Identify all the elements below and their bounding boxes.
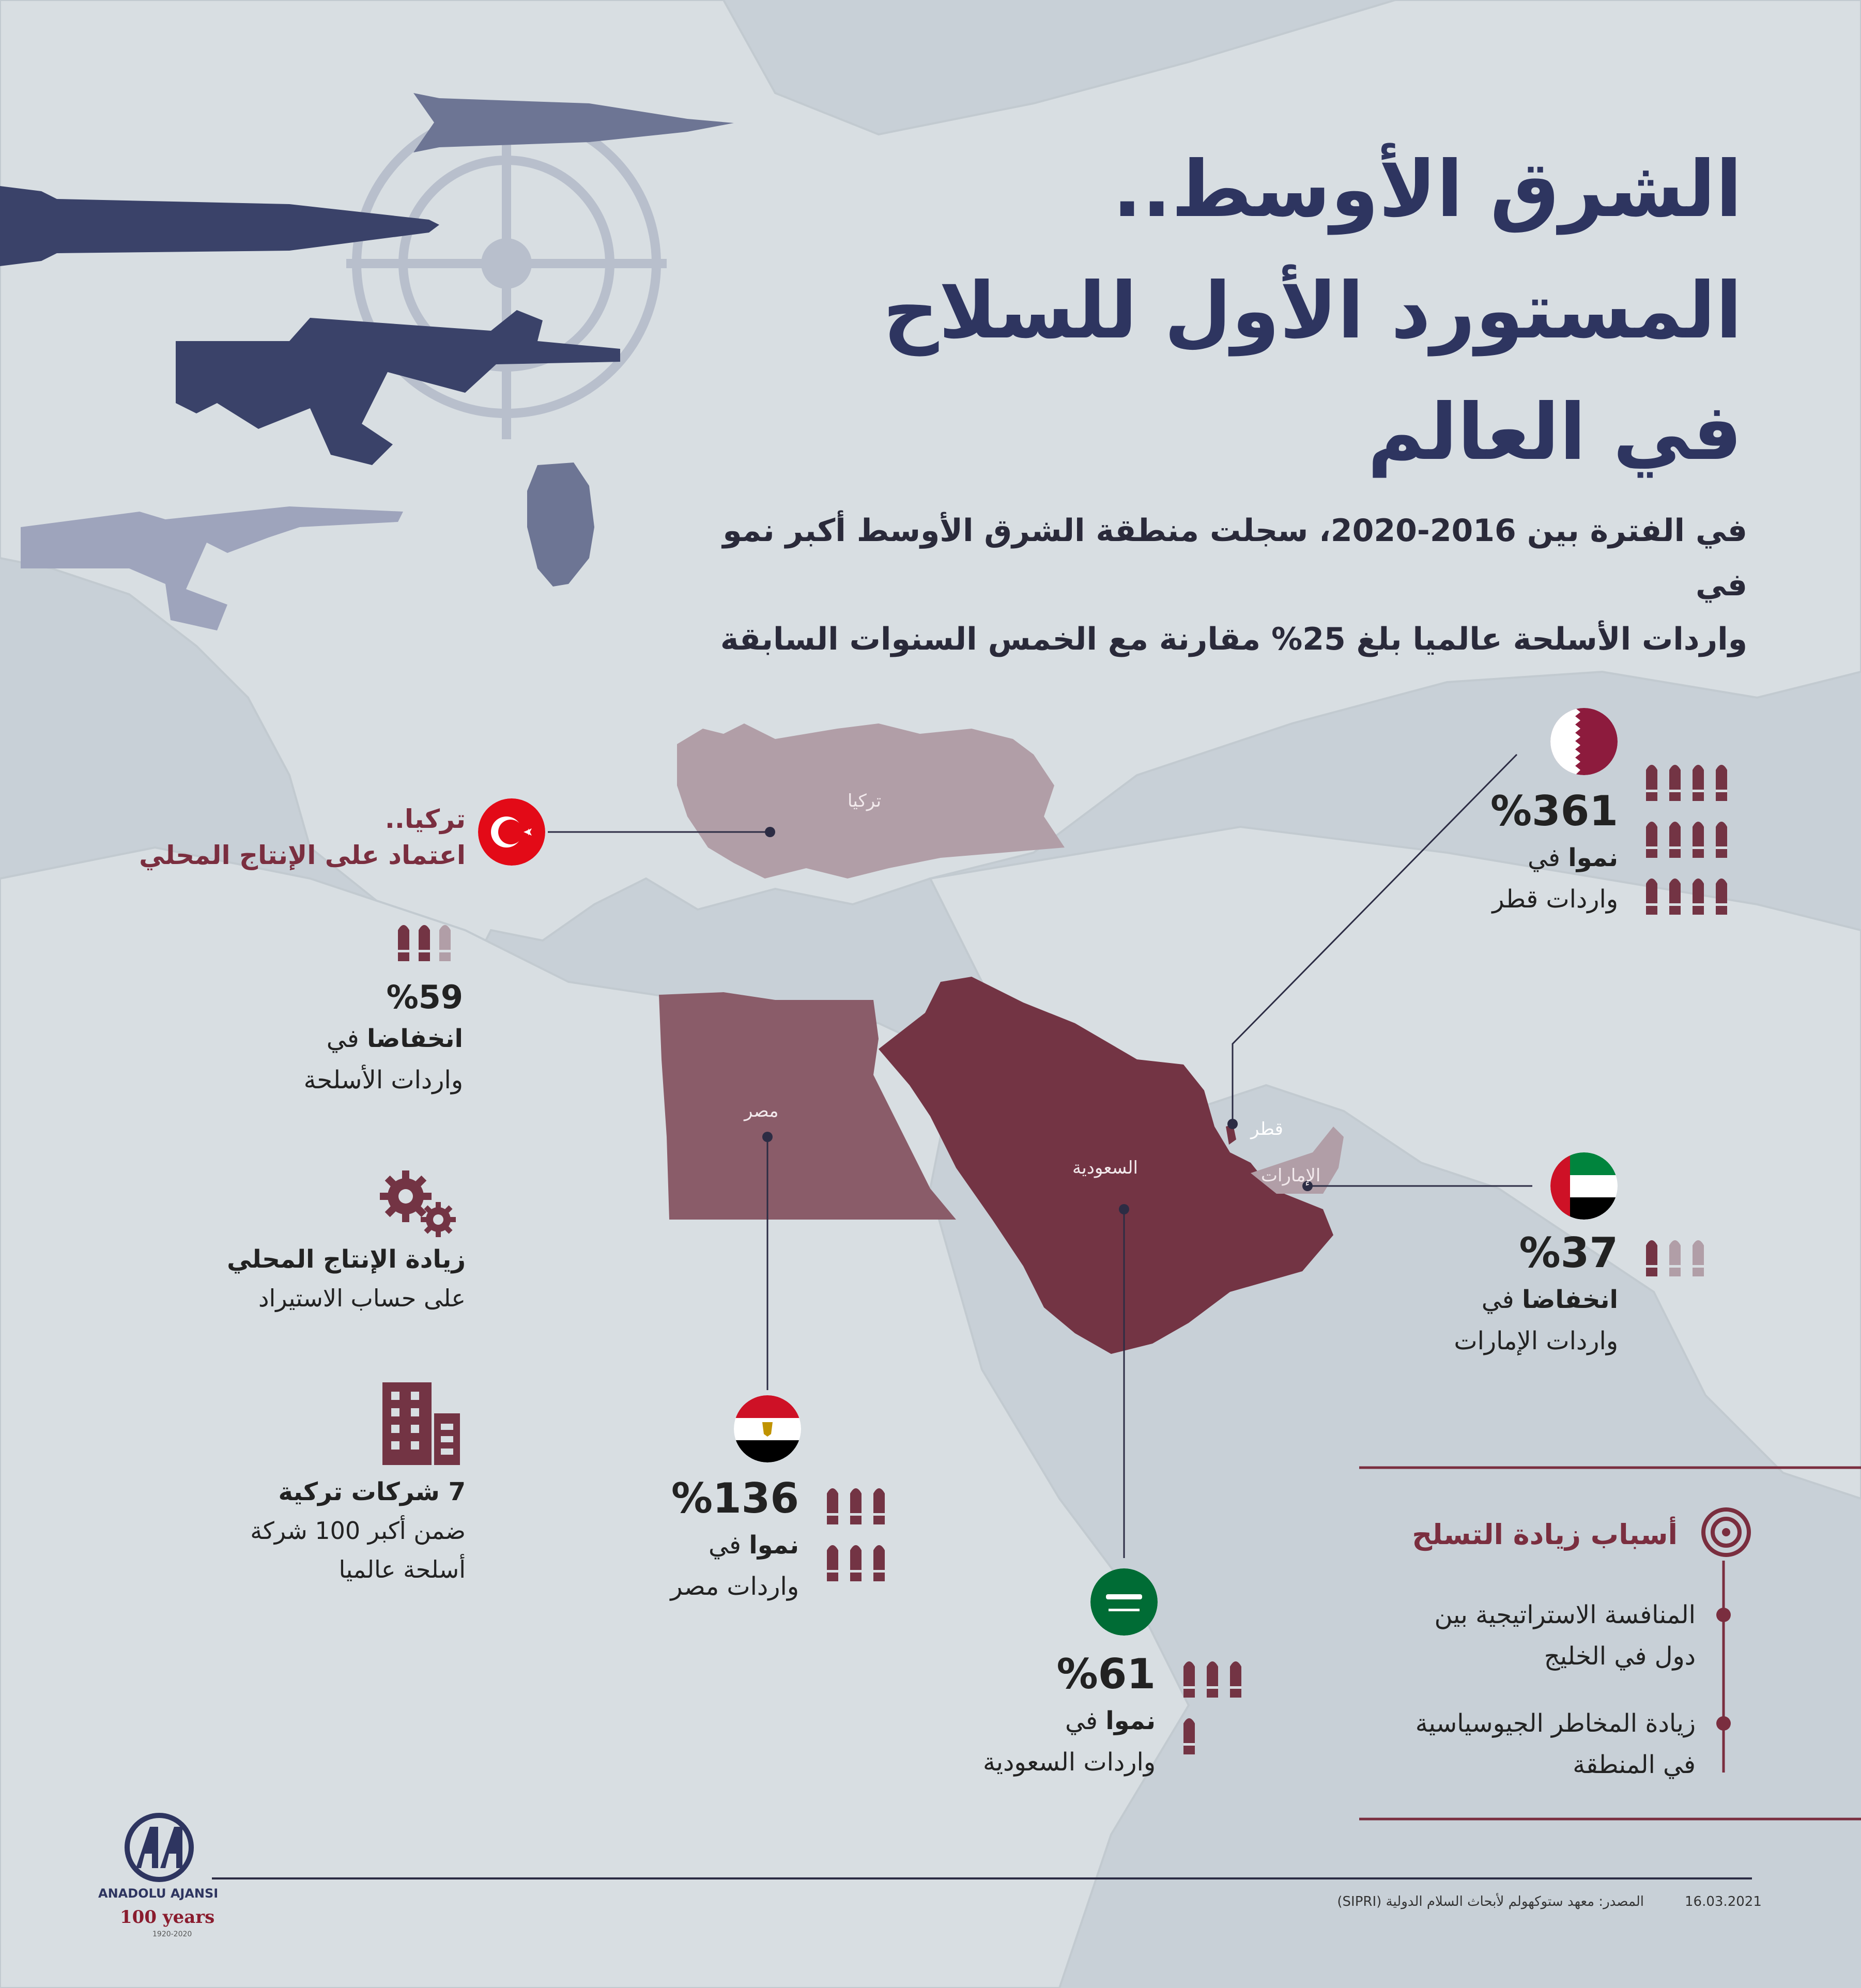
turkey-heading-2: اعتماد على الإنتاج المحلي xyxy=(139,840,466,870)
bullet-icon xyxy=(827,1545,838,1581)
footer-date: 16.03.2021 xyxy=(1685,1894,1762,1909)
saudi-imports: واردات السعودية xyxy=(982,1748,1156,1777)
production-line2: على حساب الاستيراد xyxy=(258,1284,466,1312)
saudi-bullet-group xyxy=(1181,1654,1256,1773)
bullet-icon xyxy=(1183,1718,1195,1754)
qatar-imports: واردات قطر xyxy=(1492,885,1618,914)
saudi-in: في xyxy=(1065,1706,1106,1735)
page-title xyxy=(605,129,1742,494)
bullet-band xyxy=(439,950,451,952)
bullet-band xyxy=(1693,846,1704,849)
bullet-band xyxy=(1669,903,1681,906)
egypt-stat xyxy=(541,1473,799,1607)
bullet-band xyxy=(850,1513,862,1516)
reason-1-line2: دول في الخليج xyxy=(1544,1642,1696,1671)
turkey-flag-icon xyxy=(478,798,545,866)
qatar-percent: %361 xyxy=(1490,787,1618,835)
title-line-1: الشرق الأوسط.. xyxy=(1112,145,1742,235)
bullet-band xyxy=(873,1570,885,1573)
map-label-uae: الإمارات xyxy=(1261,1165,1321,1186)
map-label-egypt: مصر xyxy=(744,1101,779,1121)
bullet-band xyxy=(1716,790,1727,792)
gears-icon xyxy=(377,1168,460,1240)
bullet-band xyxy=(1693,790,1704,792)
title-line-3: في العالم xyxy=(1367,388,1742,477)
uae-direction: انخفاضا xyxy=(1521,1285,1618,1314)
saudi-direction: نموا xyxy=(1105,1706,1156,1735)
bullet-icon xyxy=(1207,1661,1218,1698)
turkey-direction: انخفاضا xyxy=(366,1024,463,1053)
qatar-flag-icon xyxy=(1550,708,1618,775)
reason-2-line1: زيادة المخاطر الجيوسياسية xyxy=(1415,1709,1696,1738)
bullet-band xyxy=(1646,790,1657,792)
egypt-imports: واردات مصر xyxy=(670,1572,799,1601)
qatar-bullet-group xyxy=(1643,757,1742,933)
turkey-heading xyxy=(104,801,466,873)
companies-note xyxy=(52,1473,466,1589)
turkey-stat xyxy=(205,977,463,1101)
egypt-percent: %136 xyxy=(671,1474,799,1522)
bullet-icon xyxy=(1646,879,1657,915)
footer-divider xyxy=(0,1876,1861,1881)
intro-text xyxy=(662,504,1747,667)
reason-2-line2: في المنطقة xyxy=(1573,1750,1696,1779)
egypt-dot xyxy=(762,1132,773,1142)
turkey-percent: %59 xyxy=(386,978,463,1016)
saudi-flag-icon xyxy=(1090,1568,1158,1636)
title-line-2: المستورد الأول للسلاح xyxy=(883,266,1742,356)
egypt-direction: نموا xyxy=(749,1531,799,1560)
qatar-direction: نموا xyxy=(1568,843,1618,872)
reasons-heading: أسباب زيادة التسلح xyxy=(1412,1518,1678,1551)
saudi-percent: %61 xyxy=(1056,1650,1156,1698)
bullet-icon xyxy=(1646,765,1657,801)
bullet-icon xyxy=(1716,765,1727,801)
bullet-band xyxy=(1716,903,1727,906)
bullet-icon xyxy=(1646,822,1657,858)
uae-imports: واردات الإمارات xyxy=(1454,1327,1618,1355)
bullet-icon xyxy=(1669,879,1681,915)
bullet-icon xyxy=(873,1488,885,1524)
uae-stat xyxy=(1360,1227,1618,1362)
production-bold: زيادة الإنتاج المحلي xyxy=(227,1245,466,1274)
reason-item-1 xyxy=(1282,1594,1696,1677)
egypt-flag-icon xyxy=(734,1395,801,1462)
intro-line-2: واردات الأسلحة عالميا بلغ 25% مقارنة مع الخمس السنوات السابقة xyxy=(720,621,1747,657)
companies-line3: أسلحة عالميا xyxy=(339,1555,466,1583)
intro-line-1: في الفترة بين 2016-2020، سجلت منطقة الشرق الأوسط أكبر نمو في xyxy=(722,513,1747,603)
turkey-in: في xyxy=(326,1024,367,1053)
bullet-band xyxy=(1183,1686,1195,1689)
bullet-icon xyxy=(1716,879,1727,915)
bullet-icon xyxy=(1716,822,1727,858)
bullet-icon xyxy=(873,1545,885,1581)
qatar-in: في xyxy=(1528,843,1568,872)
bullet-icon xyxy=(850,1488,862,1524)
egypt-in: في xyxy=(709,1531,749,1560)
companies-bold: 7 شركات تركية xyxy=(278,1477,466,1506)
bullet-band xyxy=(850,1570,862,1573)
bullet-icon xyxy=(419,925,430,961)
logo-range: 1920-2020 xyxy=(152,1930,192,1938)
bullet-band xyxy=(1669,846,1681,849)
bullet-icon xyxy=(1693,822,1704,858)
bullet-icon xyxy=(827,1488,838,1524)
bullet-band xyxy=(1693,1265,1704,1268)
bullet-icon xyxy=(1693,879,1704,915)
bullet-icon xyxy=(1183,1661,1195,1698)
saudi-stat xyxy=(897,1648,1156,1783)
bullet-band xyxy=(827,1570,838,1573)
uae-in: في xyxy=(1481,1285,1522,1314)
turkey-imports: واردات الأسلحة xyxy=(303,1066,463,1095)
egypt-bullet-group xyxy=(824,1481,899,1599)
bullet-band xyxy=(1669,790,1681,792)
bullet-band xyxy=(1230,1686,1241,1689)
reason-1-line1: المنافسة الاستراتيجية بين xyxy=(1434,1600,1696,1629)
turkey-heading-1: تركيا.. xyxy=(384,804,466,834)
turkey-bullet-group xyxy=(395,917,463,979)
bullet-icon xyxy=(1669,765,1681,801)
bullet-band xyxy=(1693,903,1704,906)
bullet-icon xyxy=(1669,822,1681,858)
map-label-turkey: تركيا xyxy=(848,791,882,811)
reason-item-2 xyxy=(1282,1703,1696,1785)
bullet-band xyxy=(1646,1265,1657,1268)
qatar-stat xyxy=(1360,785,1618,920)
qatar-dot xyxy=(1227,1119,1238,1129)
bullet-icon xyxy=(1669,1240,1681,1276)
production-note xyxy=(52,1240,466,1318)
bullet-icon xyxy=(1230,1661,1241,1698)
bullet-band xyxy=(1646,846,1657,849)
logo-name: ANADOLU AJANSI xyxy=(98,1886,219,1901)
bullet-band xyxy=(873,1513,885,1516)
uae-bullet-group xyxy=(1643,1232,1718,1294)
bullet-band xyxy=(1646,903,1657,906)
bullet-icon xyxy=(439,925,451,961)
uae-flag-icon xyxy=(1550,1152,1618,1220)
uae-percent: %37 xyxy=(1519,1229,1618,1277)
bullet-band xyxy=(1207,1686,1218,1689)
bullet-band xyxy=(1669,1265,1681,1268)
map-label-qatar: قطر xyxy=(1251,1119,1283,1139)
bullet-band xyxy=(398,950,409,952)
bullet-icon xyxy=(1693,1240,1704,1276)
anadolu-logo-icon xyxy=(118,1811,201,1884)
turkey-dot xyxy=(765,827,775,837)
bullet-icon xyxy=(850,1545,862,1581)
bullet-band xyxy=(419,950,430,952)
bullet-band xyxy=(1716,846,1727,849)
bullet-band xyxy=(1183,1743,1195,1746)
target-icon xyxy=(1698,1504,1755,1561)
bullet-icon xyxy=(1693,765,1704,801)
map-label-saudi: السعودية xyxy=(1072,1158,1138,1178)
bullet-icon xyxy=(1646,1240,1657,1276)
companies-line2: ضمن أكبر 100 شركة xyxy=(250,1517,466,1545)
logo-years: 100 years xyxy=(120,1907,215,1928)
bullet-band xyxy=(827,1513,838,1516)
footer-source: المصدر: معهد ستوكهولم لأبحاث السلام الدولية (SIPRI) xyxy=(1337,1894,1644,1909)
saudi-dot xyxy=(1119,1204,1129,1214)
buildings-icon xyxy=(380,1382,463,1465)
bullet-icon xyxy=(398,925,409,961)
